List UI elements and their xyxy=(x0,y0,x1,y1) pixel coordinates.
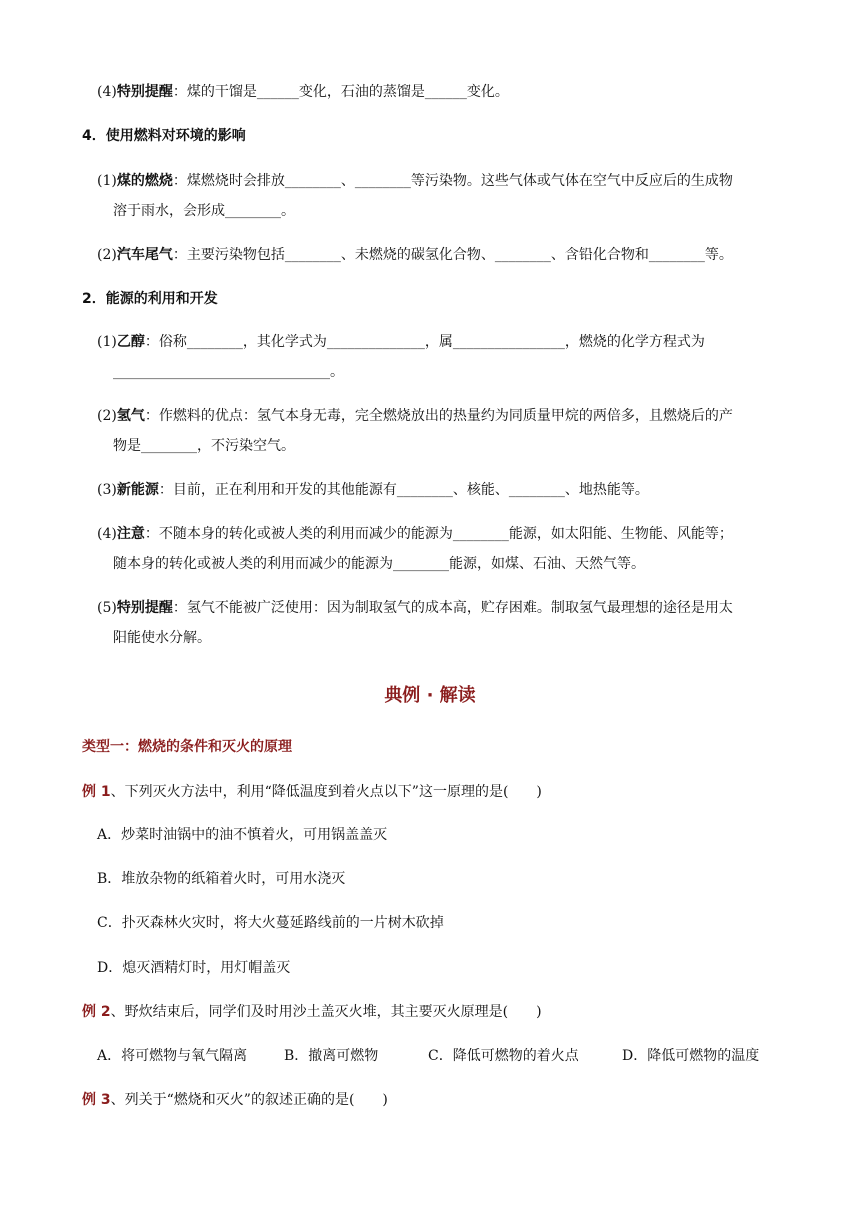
example-1-option-d: D．熄灭酒精灯时，用灯帽盖灭 xyxy=(97,960,291,976)
item-ethanol: (1)乙醇：俗称________，其化学式为______________，属________________，燃烧的化学方程式为 xyxy=(97,334,705,350)
item-special-note-hydrogen: (5)特别提醒：氢气不能被广泛使用：因为制取氢气的成本高，贮存困难。制取氢气最理想的途径是用太 xyxy=(97,600,733,616)
example-2-option-a: A．将可燃物与氧气隔离 xyxy=(97,1048,248,1064)
item-hydrogen: (2)氢气：作燃料的优点：氢气本身无毒，完全燃烧放出的热量约为同质量甲烷的两倍多，且燃烧后的产 xyxy=(97,408,733,424)
item-coal-burning: (1)煤的燃烧：煤燃烧时会排放________、________等污染物。这些气体或气体在空气中反应后的生成物 xyxy=(97,173,733,189)
item-coal-burning-cont: 溶于雨水，会形成________。 xyxy=(113,203,295,219)
item-special-note-hydrogen-cont: 阳能使水分解。 xyxy=(113,630,211,646)
example-2-option-c: C．降低可燃物的着火点 xyxy=(428,1048,579,1064)
heading-energy-use: 2．能源的利用和开发 xyxy=(82,291,218,307)
item-note-renewable-cont: 随本身的转化或被人类的利用而减少的能源为________能源，如煤、石油、天然气等。 xyxy=(113,556,645,572)
item-new-energy: (3)新能源：目前，正在利用和开发的其他能源有________、核能、________、地热能等。 xyxy=(97,482,649,498)
item-note-renewable: (4)注意：不随本身的转化或被人类的利用而减少的能源为________能源，如太阳能、生物能、风能等； xyxy=(97,526,733,542)
type-heading: 类型一：燃烧的条件和灭火的原理 xyxy=(82,739,292,755)
example-2-question: 例 2、野炊结束后，同学们及时用沙土盖灭火堆，其主要灭火原理是( ) xyxy=(82,1004,542,1020)
item-ethanol-cont: _______________________________。 xyxy=(113,364,344,380)
example-2-option-d: D．降低可燃物的温度 xyxy=(622,1048,760,1064)
example-2-option-b: B．撤离可燃物 xyxy=(284,1048,379,1064)
section-title: 典例 · 解读 xyxy=(384,685,476,706)
example-1-option-c: C．扑灭森林火灾时，将大火蔓延路线前的一片树木砍掉 xyxy=(97,915,444,931)
example-1-option-b: B．堆放杂物的纸箱着火时，可用水浇灭 xyxy=(97,871,346,887)
example-3-question: 例 3、列关于“燃烧和灭火”的叙述正确的是( ) xyxy=(82,1092,388,1108)
heading-fuel-environment: 4．使用燃料对环境的影响 xyxy=(82,128,246,144)
example-1-question: 例 1、下列灭火方法中，利用“降低温度到着火点以下”这一原理的是( ) xyxy=(82,784,542,800)
item-car-exhaust: (2)汽车尾气：主要污染物包括________、未燃烧的碳氢化合物、________、含铅化合物和________等。 xyxy=(97,247,733,263)
item-hydrogen-cont: 物是________，不污染空气。 xyxy=(113,438,295,454)
item-special-note-coal: (4)特别提醒：煤的干馏是______变化，石油的蒸馏是______变化。 xyxy=(97,84,509,100)
example-1-option-a: A．炒菜时油锅中的油不慎着火，可用锅盖盖灭 xyxy=(97,827,388,843)
